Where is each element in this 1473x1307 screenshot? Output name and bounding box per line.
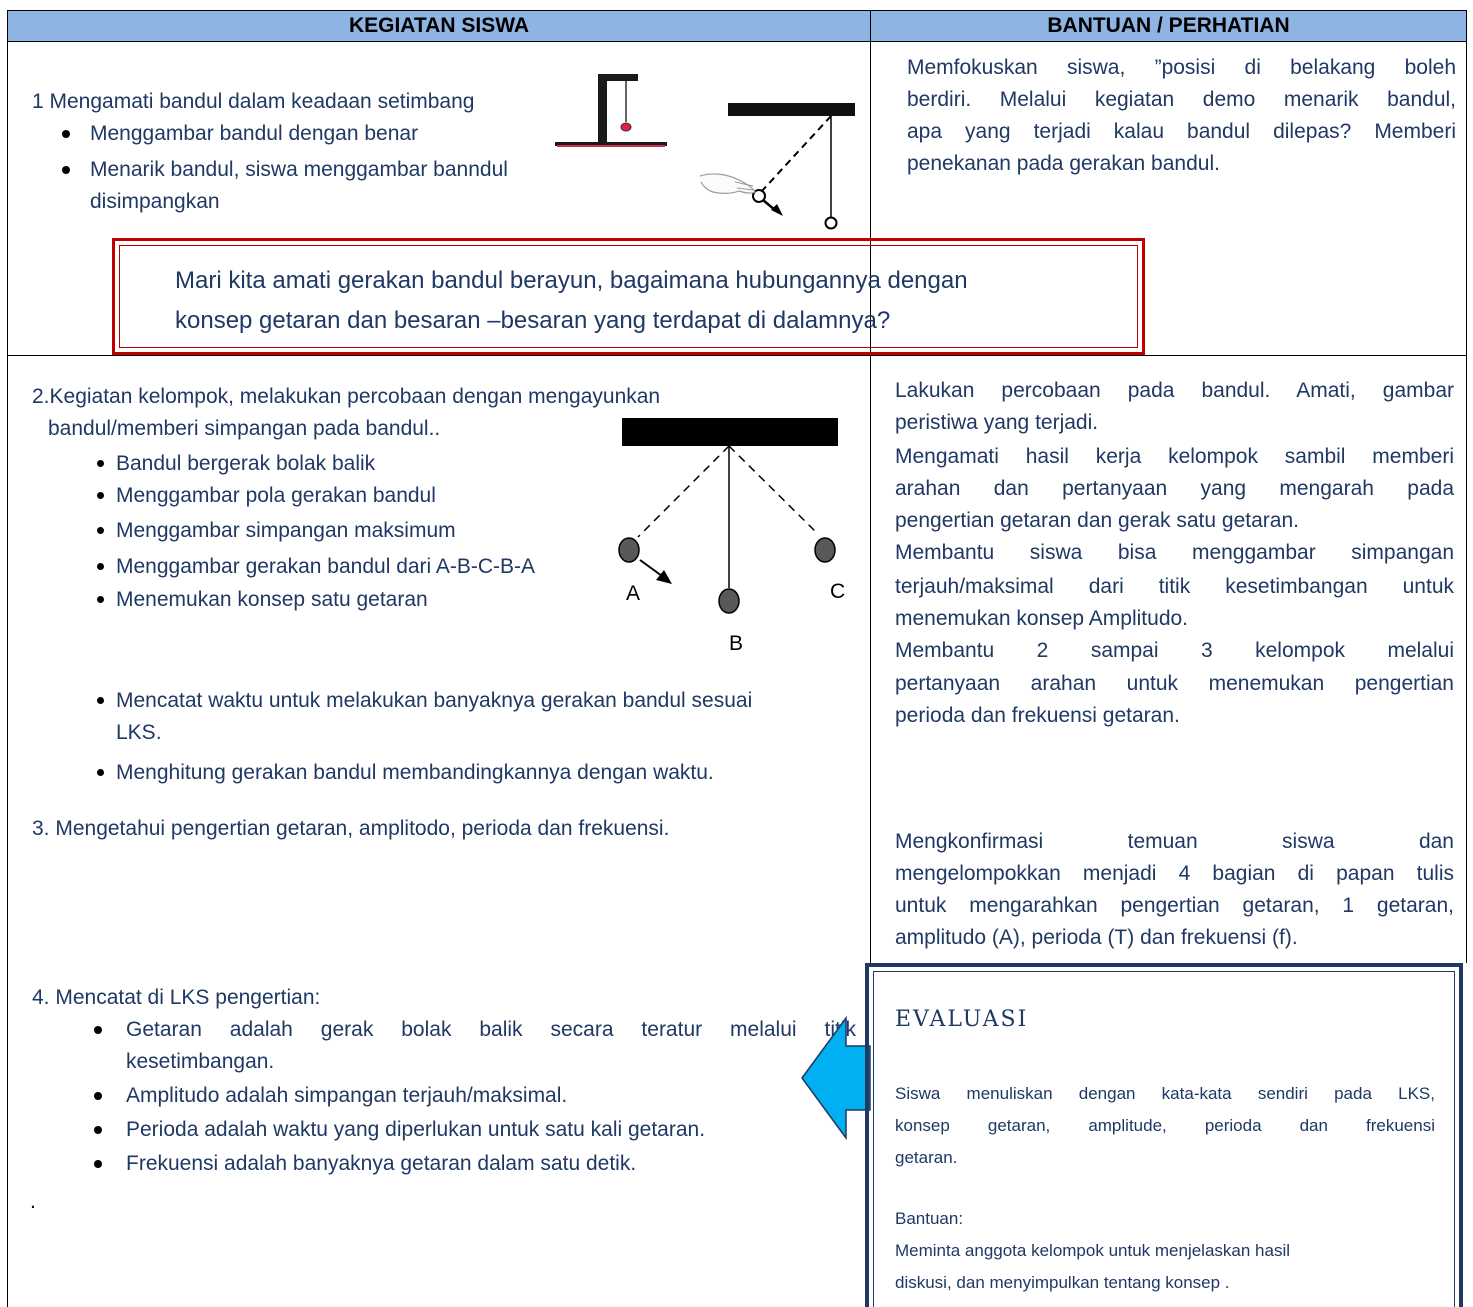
- label-b: B: [729, 632, 744, 655]
- row2-note-line-6: Membantu siswa bisa menggambar simpangan: [895, 541, 1454, 564]
- row1-bullet-1: Menggambar bandul dengan benar: [90, 122, 419, 145]
- row2-note-line-8: menemukan konsep Amplitudo.: [895, 607, 1189, 630]
- row1-note-line-2: berdiri. Melalui kegiatan demo menarik bandul,: [907, 88, 1456, 111]
- row3-note-line-2: mengelompokkan menjadi 4 bagian di papan tulis: [895, 862, 1454, 885]
- header-left-label: KEGIATAN SISWA: [348, 14, 530, 37]
- left-arrow-icon: [800, 1016, 872, 1140]
- row2-bullet-1: Bandul bergerak bolak balik: [116, 452, 376, 475]
- evaluasi-box: [865, 963, 1463, 1307]
- bullet-dot: [97, 769, 104, 776]
- row2-bullet-5: Menemukan konsep satu getaran: [116, 588, 428, 611]
- row2-title-line-1: 2.Kegiatan kelompok, melakukan percobaan dengan mengayunkan: [32, 385, 661, 408]
- row2-note-line-3: Mengamati hasil kerja kelompok sambil memberi: [895, 445, 1454, 468]
- row2-note-line-9: Membantu 2 sampai 3 kelompok melalui: [895, 639, 1454, 662]
- row4-bullet-1-cont: kesetimbangan.: [126, 1050, 275, 1073]
- bullet-dot: [97, 527, 104, 534]
- table-left-border: [7, 10, 8, 1307]
- label-c: C: [830, 580, 846, 603]
- evaluasi-line-2: konsep getaran, amplitude, perioda dan frekuensi: [895, 1116, 1435, 1135]
- row2-note-line-1: Lakukan percobaan pada bandul. Amati, gambar: [895, 379, 1454, 402]
- table-right-border: [1466, 10, 1467, 963]
- bantuan-line-2: diskusi, dan menyimpulkan tentang konsep .: [895, 1273, 1230, 1292]
- row2-note-line-11: perioda dan frekuensi getaran.: [895, 704, 1180, 727]
- header-right-label: BANTUAN / PERHATIAN: [1047, 14, 1290, 37]
- bantuan-line-1: Meminta anggota kelompok untuk menjelaskan hasil: [895, 1241, 1291, 1260]
- callout-line-1: Mari kita amati gerakan bandul berayun, bagaimana hubungannya dengan: [175, 267, 968, 294]
- row3-note-line-3: untuk mengarahkan pengertian getaran, 1 getaran,: [895, 894, 1454, 917]
- bullet-dot: [97, 492, 104, 499]
- row-divider: [7, 355, 1467, 356]
- header-kegiatan-siswa: [8, 11, 870, 41]
- row2-bullet-3: Menggambar simpangan maksimum: [116, 519, 456, 542]
- row1-note-line-1: Memfokuskan siswa, ”posisi di belakang boleh: [907, 56, 1456, 79]
- bullet-dot: [62, 166, 70, 174]
- table-header-bottom-border: [7, 41, 1467, 42]
- bullet-dot: [94, 1026, 102, 1034]
- row2-note-line-2: peristiwa yang terjadi.: [895, 411, 1099, 434]
- row1-bullet-2: Menarik bandul, siswa menggambar banndul: [90, 158, 508, 181]
- row1-title: 1 Mengamati bandul dalam keadaan setimbang: [32, 90, 475, 113]
- table-column-divider: [870, 10, 871, 963]
- row4-bullet-1: Getaran adalah gerak bolak balik secara teratur melalui titik: [126, 1018, 856, 1041]
- bullet-dot: [62, 130, 70, 138]
- bullet-dot: [94, 1092, 102, 1100]
- bullet-dot: [94, 1160, 102, 1168]
- row2-note-line-10: pertanyaan arahan untuk menemukan pengertian: [895, 672, 1454, 695]
- row4-bullet-2: Amplitudo adalah simpangan terjauh/maksimal.: [126, 1084, 568, 1107]
- row2-title-line-2: bandul/memberi simpangan pada bandul..: [48, 417, 441, 440]
- evaluasi-line-1: Siswa menuliskan dengan kata-kata sendiri pada LKS,: [895, 1084, 1435, 1103]
- row3-note-line-1: Mengkonfirmasi temuan siswa dan: [895, 830, 1454, 853]
- row3-note-line-4: amplitudo (A), perioda (T) dan frekuensi (f).: [895, 926, 1298, 949]
- row1-bullet-2-cont: disimpangkan: [90, 190, 220, 213]
- row4-bullet-4: Frekuensi adalah banyaknya getaran dalam satu detik.: [126, 1152, 637, 1175]
- callout-box: [112, 238, 1145, 355]
- row2-bullet-6-cont: LKS.: [116, 721, 162, 744]
- row2-note-line-4: arahan dan pertanyaan yang mengarah pada: [895, 477, 1454, 500]
- evaluasi-title: EVALUASI: [895, 1007, 1029, 1032]
- callout-line-2: konsep getaran dan besaran –besaran yang terdapat di dalamnya?: [175, 307, 891, 334]
- stray-dot: .: [30, 1190, 36, 1213]
- bullet-dot: [97, 460, 104, 467]
- row3-title: 3. Mengetahui pengertian getaran, amplitodo, perioda dan frekuensi.: [32, 817, 670, 840]
- row2-bullet-7: Menghitung gerakan bandul membandingkannya dengan waktu.: [116, 761, 714, 784]
- label-a: A: [626, 582, 641, 605]
- row1-note-line-3: apa yang terjadi kalau bandul dilepas? Memberi: [907, 120, 1456, 143]
- bullet-dot: [97, 596, 104, 603]
- row2-bullet-2: Menggambar pola gerakan bandul: [116, 484, 436, 507]
- row1-note-line-4: penekanan pada gerakan bandul.: [907, 152, 1220, 175]
- pulled-pendulum-illustration: [695, 98, 865, 236]
- bullet-dot: [97, 697, 104, 704]
- bullet-dot: [97, 563, 104, 570]
- header-bantuan-perhatian: [871, 11, 1466, 41]
- row2-note-line-7: terjauh/maksimal dari titik kesetimbangan untuk: [895, 575, 1454, 598]
- row2-bullet-6: Mencatat waktu untuk melakukan banyaknya gerakan bandul sesuai: [116, 689, 753, 712]
- stand-pendulum-illustration: [555, 70, 667, 150]
- row2-note-line-5: pengertian getaran dan gerak satu getaran.: [895, 509, 1299, 532]
- row4-title: 4. Mencatat di LKS pengertian:: [32, 986, 321, 1009]
- bullet-dot: [94, 1126, 102, 1134]
- evaluasi-line-3: getaran.: [895, 1148, 958, 1167]
- row4-bullet-3: Perioda adalah waktu yang diperlukan untuk satu kali getaran.: [126, 1118, 706, 1141]
- row2-bullet-4: Menggambar gerakan bandul dari A-B-C-B-A: [116, 555, 536, 578]
- swinging-pendulum-diagram: [600, 410, 860, 660]
- bantuan-label: Bantuan:: [895, 1209, 964, 1228]
